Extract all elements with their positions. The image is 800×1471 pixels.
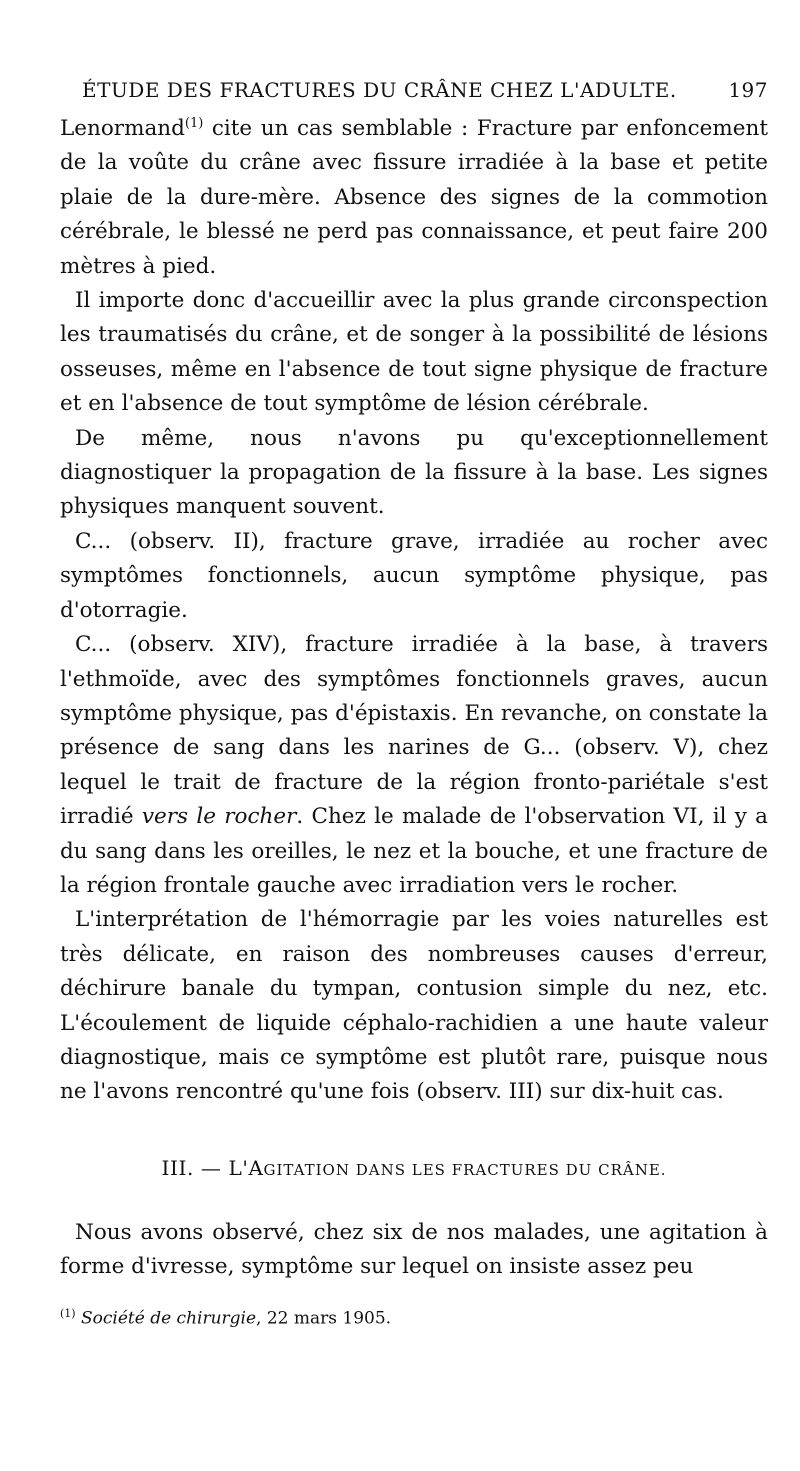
paragraph-observation-xiv — [60, 628, 768, 903]
paragraph-lenormand — [60, 112, 768, 284]
paragraph-agitation: Nous avons observé, chez six de nos malades, une agitation à forme d'ivresse, symptôme sur lequel on insiste assez peu — [60, 1219, 768, 1280]
footnote — [60, 1307, 768, 1329]
footnote-mark: (1) — [60, 1306, 76, 1320]
paragraph-text: C... (observ. XIV), fracture irradiée à la base, à travers l'ethmoïde, avec des symptômes fonctionnels graves, aucun symptôme physique, pas d'épistaxis. En revanche, on constate la présence de sang dans les narines de G... (observ. V), chez lequel le trait de fracture de la région fronto-pariétale s'est irradié — [60, 632, 768, 830]
paragraph-circumspection: Il importe donc d'accueillir avec la plus grande circonspection les traumatisés du crâne, et de songer à la possibilité de lésions osseuses, même en l'absence de tout signe physique de fracture et en l'absence de tout symptôme de lésion cérébrale. — [60, 288, 768, 417]
section-dash: — — [200, 1155, 222, 1180]
footnote-date: , 22 mars 1905. — [256, 1308, 392, 1329]
italic-phrase: vers le rocher — [141, 804, 297, 830]
running-title: ÉTUDE DES FRACTURES DU CRÂNE CHEZ L'ADULTE. — [82, 78, 677, 102]
footnote-source: Société de chirurgie — [81, 1308, 257, 1329]
cited-author: Lenormand — [60, 116, 185, 141]
running-head — [82, 78, 768, 102]
paragraph-text: . Chez le malade de l'observation VI, il y a du sang dans les oreilles, le nez et la bouche, et une fracture de la région frontale gauche avec irradiation vers le rocher. — [60, 804, 768, 898]
section-number: III. — [161, 1155, 194, 1180]
paragraph-propagation: De même, nous n'avons pu qu'exceptionnellement diagnostiquer la propagation de la fissure à la base. Les signes physiques manquent souvent. — [60, 425, 768, 520]
paragraph-observation-ii: C... (observ. II), fracture grave, irradiée au rocher avec symptômes fonctionnels, aucun symptôme physique, pas d'otorragie. — [60, 528, 768, 623]
page — [60, 78, 768, 1328]
footnote-reference[interactable]: (1) — [184, 115, 204, 131]
page-number: 197 — [728, 78, 768, 102]
section-heading — [60, 1156, 768, 1180]
paragraph-hemorrhage: L'interprétation de l'hémorragie par les voies naturelles est très délicate, en raison des nombreuses causes d'erreur, déchirure banale du tympan, contusion simple du nez, etc. L'écoulement de liquide céphalo-rachidien a une haute valeur diagnostique, mais ce symptôme est plutôt rare, puisque nous ne l'avons rencontré qu'une fois (observ. III) sur dix-huit cas. — [60, 907, 768, 1105]
paragraph-text: cite un cas semblable : Fracture par enfoncement de la voûte du crâne avec fissure irradiée à la base et petite plaie de la dure-mère. Absence des signes de la commotion cérébrale, le blessé ne perd pas connaissance, et peut faire 200 mètres à pied. — [60, 116, 768, 279]
section-title-initial: L'A — [228, 1155, 264, 1180]
section-title: GITATION DANS LES FRACTURES DU CRÂNE. — [263, 1160, 667, 1179]
